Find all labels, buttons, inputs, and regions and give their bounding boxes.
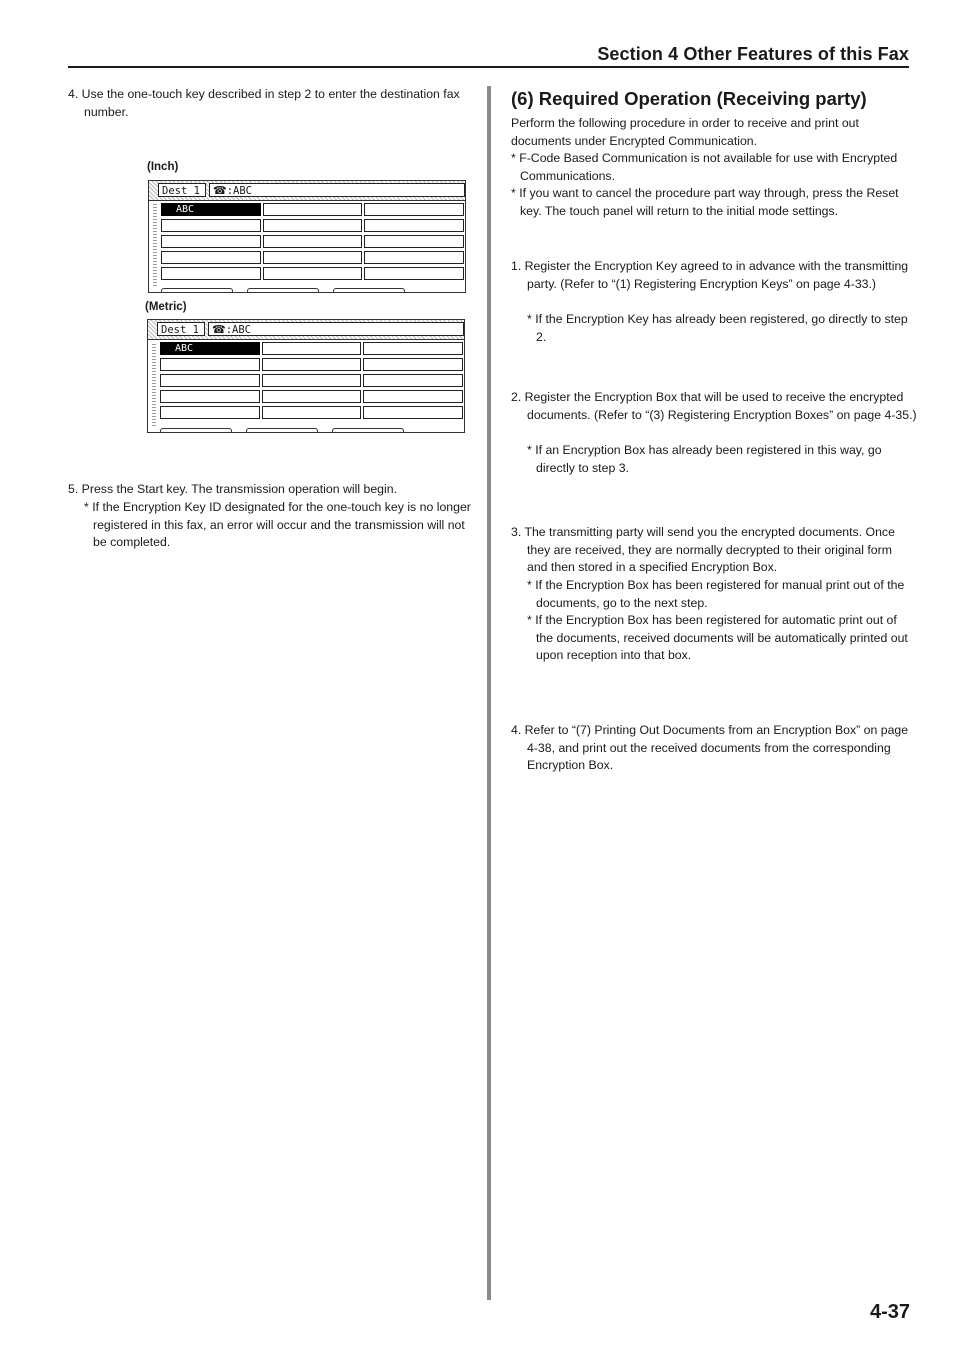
- one-touch-key[interactable]: [161, 219, 261, 232]
- page-number: 4-37: [869, 1301, 910, 1323]
- one-touch-key[interactable]: [161, 267, 261, 280]
- one-touch-key[interactable]: [160, 374, 260, 387]
- one-touch-key[interactable]: [263, 267, 363, 280]
- one-touch-key[interactable]: [263, 219, 363, 232]
- inch-caption: (Inch): [147, 161, 179, 173]
- one-touch-key[interactable]: [262, 374, 362, 387]
- step-5-text: 5. Press the Start key. The transmission operation will begin.: [68, 482, 397, 496]
- dial-field[interactable]: [208, 322, 464, 336]
- one-touch-key[interactable]: [364, 219, 464, 232]
- dial-field[interactable]: [209, 183, 465, 197]
- step-3-note-manual: * If the Encryption Box has been registered for manual print out of the documents, go to the next step.: [527, 578, 905, 610]
- one-touch-key-selected[interactable]: ABC: [161, 203, 261, 216]
- column-divider: [487, 86, 491, 1300]
- one-touch-key[interactable]: [363, 406, 463, 419]
- one-touch-key[interactable]: [262, 406, 362, 419]
- one-touch-key[interactable]: [160, 406, 260, 419]
- dial-value: :ABC: [225, 324, 251, 336]
- step-4-text: 4. Use the one-touch key described in step 2 to enter the destination fax number.: [68, 87, 460, 119]
- one-touch-key[interactable]: [161, 235, 261, 248]
- one-touch-key[interactable]: [364, 251, 464, 264]
- intro-note-reset: * If you want to cancel the procedure part way through, press the Reset key. The touch panel will return to the initial mode settings.: [511, 186, 899, 218]
- touch-panel-metric: [147, 319, 465, 433]
- dest-tab[interactable]: Dest 1: [158, 183, 206, 197]
- telephone-icon: ☎: [213, 184, 227, 197]
- step-1-note: * If the Encryption Key has already been registered, go directly to step 2.: [527, 312, 908, 344]
- step-1-text: 1. Register the Encryption Key agreed to in advance with the transmitting party. (Refer to “(1) Registering Encryption Keys” on page 4-33.): [511, 259, 909, 291]
- panel-footer-tabs: [161, 288, 405, 292]
- intro-text: Perform the following procedure in order to receive and print out documents under Encrypted Communication.: [511, 116, 859, 148]
- one-touch-key[interactable]: [160, 390, 260, 403]
- one-touch-key[interactable]: [263, 235, 363, 248]
- one-touch-key[interactable]: [263, 203, 363, 216]
- panel-titlebar: [149, 181, 465, 201]
- dial-value: :ABC: [226, 185, 252, 197]
- one-touch-key[interactable]: [262, 390, 362, 403]
- one-touch-key-selected[interactable]: ABC: [160, 342, 260, 355]
- metric-caption: (Metric): [145, 301, 187, 313]
- one-touch-key[interactable]: [161, 251, 261, 264]
- one-touch-key[interactable]: [364, 267, 464, 280]
- one-touch-key[interactable]: [363, 358, 463, 371]
- header-title: Section 4 Other Features of this Fax: [597, 44, 909, 64]
- one-touch-key[interactable]: [263, 251, 363, 264]
- dest-tab[interactable]: Dest 1: [157, 322, 205, 336]
- step-2-note: * If an Encryption Box has already been registered in this way, go directly to step 3.: [527, 443, 882, 475]
- step-3-note-automatic: * If the Encryption Box has been registered for automatic print out of the documents, received documents will be automatically printed out upon reception into that box.: [527, 613, 908, 663]
- panel-footer-tabs: [160, 428, 404, 432]
- one-touch-key[interactable]: [262, 358, 362, 371]
- step-3-text: 3. The transmitting party will send you the encrypted documents. Once they are received, they are normally decrypted to their original form and then stored in a specified Encryption Box.: [511, 525, 895, 575]
- section-heading: (6) Required Operation (Receiving party): [511, 88, 867, 109]
- one-touch-key[interactable]: [363, 374, 463, 387]
- header-rule: [68, 66, 909, 68]
- one-touch-key[interactable]: [160, 358, 260, 371]
- step-5-note: * If the Encryption Key ID designated for the one-touch key is no longer registered in this fax, an error will occur and the transmission will not be completed.: [84, 500, 471, 550]
- one-touch-key[interactable]: [363, 342, 463, 355]
- step-2-text: 2. Register the Encryption Box that will be used to receive the encrypted documents. (Refer to “(3) Registering Encryption Boxes” on page 4-35.): [511, 390, 917, 422]
- panel-scrollbar: [152, 342, 156, 426]
- one-touch-key-grid: [161, 203, 464, 280]
- intro-note-fcode: * F-Code Based Communication is not available for use with Encrypted Communications.: [511, 151, 898, 183]
- touch-panel-inch: [148, 180, 466, 293]
- telephone-icon: ☎: [212, 323, 226, 336]
- panel-titlebar: [148, 320, 464, 340]
- panel-scrollbar: [153, 203, 157, 286]
- one-touch-key[interactable]: [364, 203, 464, 216]
- one-touch-key-grid: [160, 342, 463, 419]
- step-4-right-text: 4. Refer to “(7) Printing Out Documents from an Encryption Box” on page 4-38, and print out the received documents from the corresponding Encryption Box.: [511, 723, 909, 773]
- one-touch-key[interactable]: [364, 235, 464, 248]
- one-touch-key[interactable]: [363, 390, 463, 403]
- one-touch-key[interactable]: [262, 342, 362, 355]
